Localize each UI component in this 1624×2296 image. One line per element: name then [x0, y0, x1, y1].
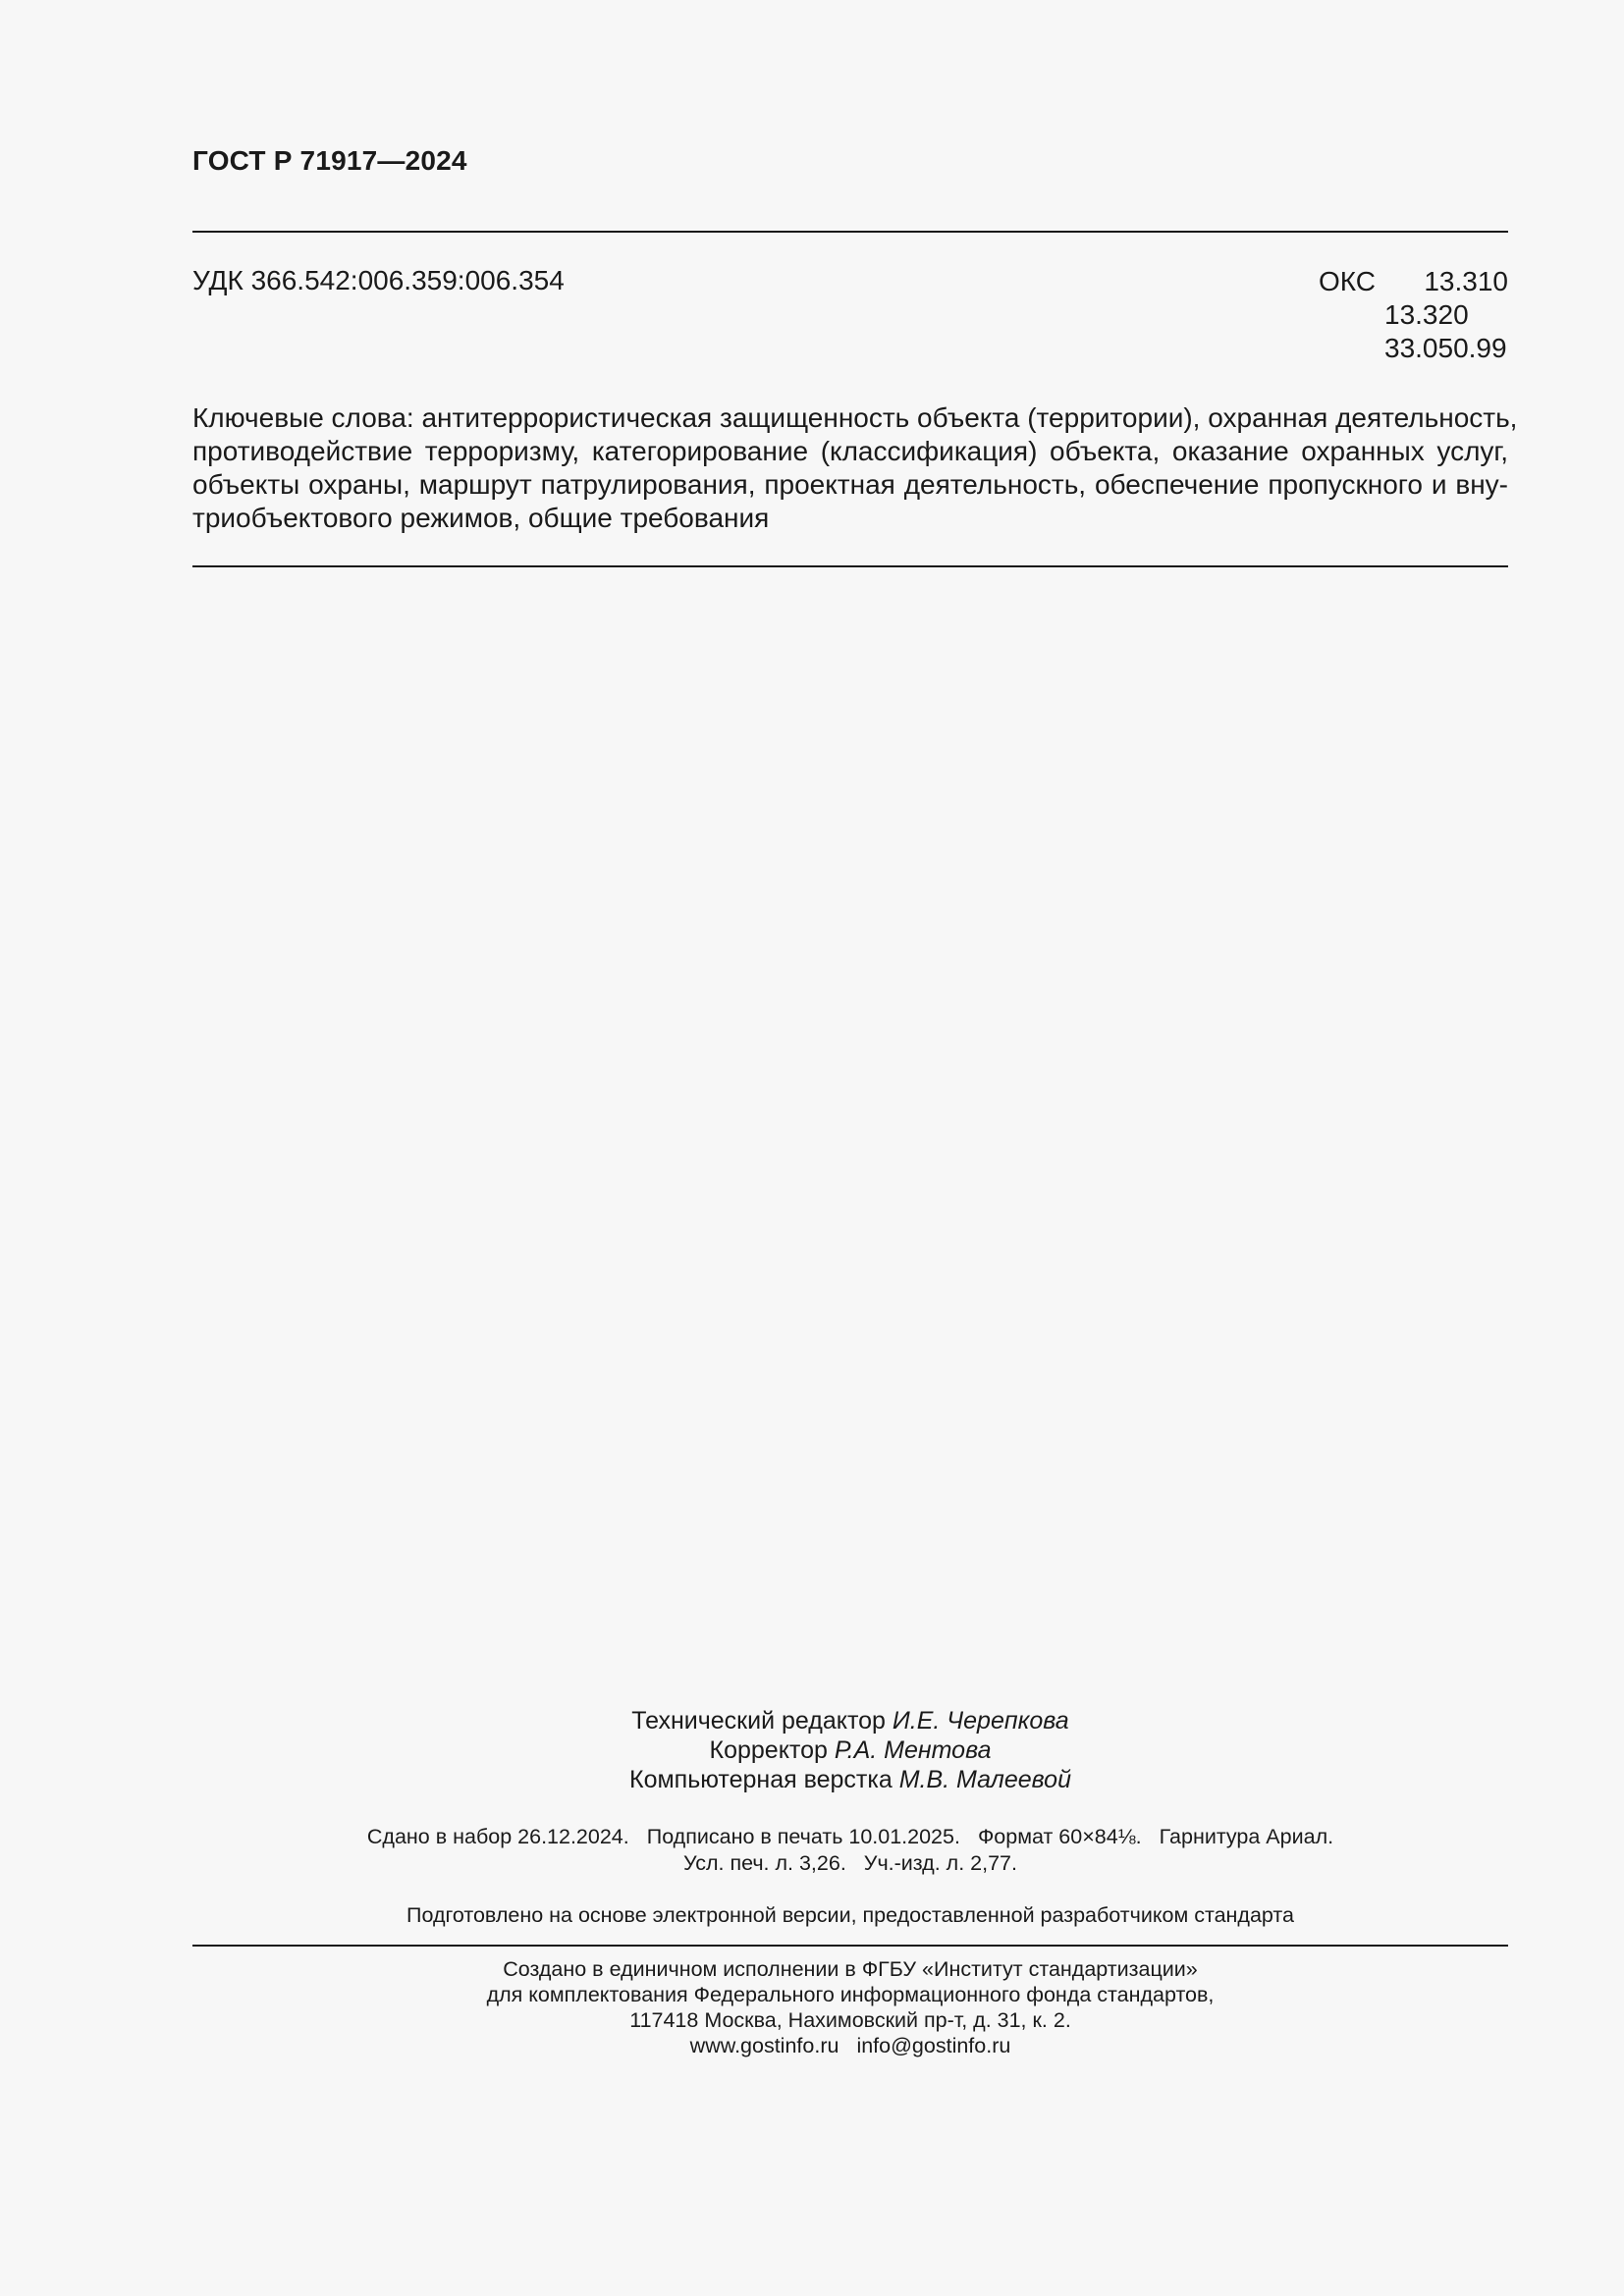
print-info-block	[192, 1824, 1508, 1877]
corrector-role: Корректор	[709, 1736, 828, 1764]
layout-role: Компьютерная верстка	[629, 1766, 893, 1793]
oks-codes	[1319, 265, 1508, 365]
tech-editor-role: Технический редактор	[631, 1707, 886, 1735]
print-info-line-2	[192, 1850, 1508, 1877]
keywords-line: противодействие терроризму, категорирование (классификация) объекта, оказание охранных услуг,	[192, 436, 1508, 466]
layout-line	[192, 1765, 1508, 1794]
print-sheets: Усл. печ. л. 3,26.	[682, 1851, 846, 1875]
publisher-divider	[192, 1945, 1508, 1947]
standard-id: ГОСТ Р 71917—2024	[192, 145, 467, 176]
prepared-note: Подготовлено на основе электронной версии, предоставленной разработчиком стандарта	[406, 1903, 1294, 1927]
publisher-contacts	[192, 2033, 1508, 2058]
paper-format: Формат 60×84⅛.	[977, 1825, 1142, 1848]
layout-name: М.В. Малеевой	[898, 1766, 1071, 1793]
oks-row-2	[1319, 298, 1508, 332]
oks-row-3	[1319, 332, 1508, 365]
oks-row-1	[1319, 265, 1508, 298]
publisher-block	[192, 1956, 1508, 2058]
udk-code: УДК 366.542:006.359:006.354	[192, 265, 565, 295]
signed-date: Подписано в печать 10.01.2025.	[646, 1825, 960, 1848]
keywords-line: объекты охраны, маршрут патрулирования, проектная деятельность, обеспечение пропускного и вну-	[192, 469, 1508, 500]
oks-code: 13.320	[1384, 299, 1469, 330]
submitted-date: Сдано в набор 26.12.2024.	[366, 1825, 629, 1848]
typeface: Гарнитура Ариал.	[1159, 1825, 1334, 1848]
tech-editor-name: И.Е. Черепкова	[892, 1707, 1069, 1735]
edition-sheets: Уч.-изд. л. 2,77.	[863, 1851, 1017, 1875]
oks-code: 33.050.99	[1384, 333, 1507, 363]
keywords-line: Ключевые слова: антитеррористическая защищенность объекта (территории), охранная деятельность,	[192, 402, 1518, 433]
publisher-line-1: Создано в единичном исполнении в ФГБУ «Институт стандартизации»	[503, 1957, 1198, 1981]
keywords-divider	[192, 565, 1508, 567]
publisher-email: info@gostinfo.ru	[856, 2034, 1011, 2057]
keywords-paragraph	[192, 401, 1518, 535]
corrector-line	[192, 1735, 1508, 1765]
print-info-line-1	[192, 1824, 1508, 1850]
tech-editor-line	[192, 1706, 1508, 1735]
publisher-address: 117418 Москва, Нахимовский пр-т, д. 31, к. 2.	[629, 2008, 1071, 2032]
top-divider	[192, 231, 1508, 233]
publisher-website: www.gostinfo.ru	[689, 2034, 839, 2057]
oks-code: 13.310	[1424, 266, 1508, 296]
credits-block	[192, 1706, 1508, 1794]
keywords-line: триобъектового режимов, общие требования	[192, 503, 770, 533]
oks-label: ОКС	[1319, 266, 1376, 296]
corrector-name: Р.А. Ментова	[834, 1736, 992, 1764]
publisher-line-2: для комплектования Федерального информационного фонда стандартов,	[486, 1983, 1215, 2006]
